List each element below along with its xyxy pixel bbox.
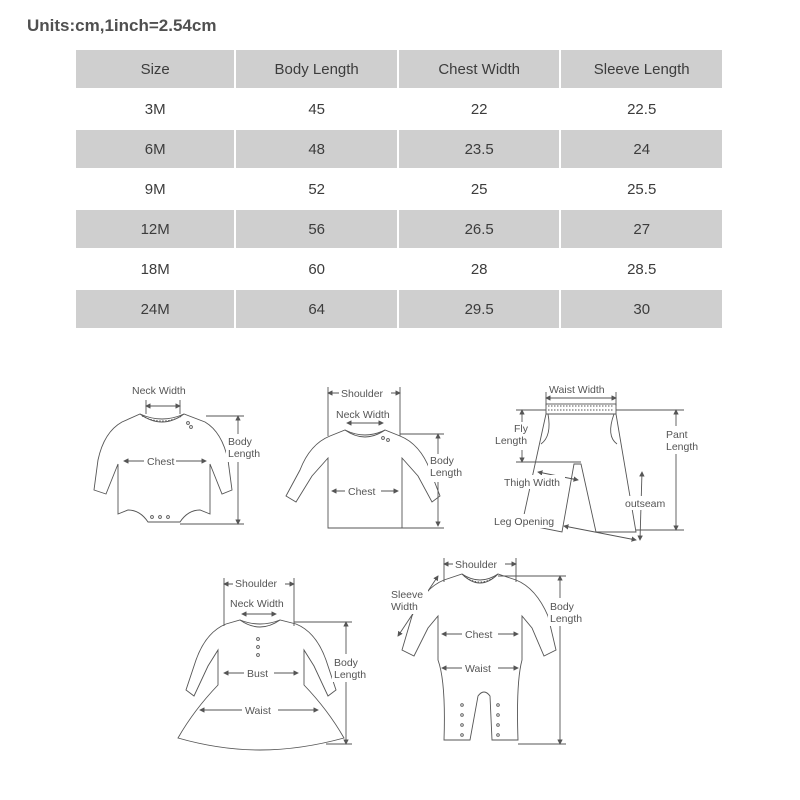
table-row — [76, 170, 722, 210]
header-sleeve-length: Sleeve Length — [561, 50, 722, 90]
cell-body-length: 56 — [236, 210, 399, 250]
table-header-row — [76, 50, 722, 90]
cell-sleeve-length: 28.5 — [561, 250, 722, 290]
romper-chest-label: Chest — [465, 629, 493, 641]
bodysuit-body-label: Body — [228, 436, 252, 448]
pants-fly-label: Fly — [514, 423, 528, 435]
cell-size: 6M — [76, 130, 236, 170]
cell-chest-width: 25 — [399, 170, 561, 210]
cell-body-length: 45 — [236, 90, 399, 130]
pants-fly-length-label: Length — [495, 435, 528, 447]
cell-size: 3M — [76, 90, 236, 130]
bodysuit-neck-width-label: Neck Width — [132, 385, 186, 397]
tshirt-chest-label: Chest — [348, 486, 376, 498]
romper-sleeve-label: Sleeve — [391, 589, 424, 601]
tshirt-length-label: Length — [430, 467, 463, 479]
cell-body-length: 64 — [236, 290, 399, 330]
table-row — [76, 90, 722, 130]
table-row — [76, 290, 722, 330]
dress-bust-label: Bust — [247, 668, 269, 680]
cell-body-length: 60 — [236, 250, 399, 290]
romper-waist-label: Waist — [465, 663, 491, 675]
header-body-length: Body Length — [236, 50, 399, 90]
cell-size: 9M — [76, 170, 236, 210]
cell-size: 18M — [76, 250, 236, 290]
pants-pant-label: Pant — [666, 429, 688, 441]
table-row — [76, 250, 722, 290]
cell-size: 12M — [76, 210, 236, 250]
pants-length-label: Length — [666, 441, 699, 453]
measurement-diagrams — [0, 360, 800, 800]
tshirt-body-label: Body — [430, 455, 454, 467]
header-chest-width: Chest Width — [399, 50, 561, 90]
pants-outseam-label: outseam — [625, 498, 666, 510]
tshirt-neck-width-label: Neck Width — [336, 409, 390, 421]
table-row — [76, 130, 722, 170]
dress-neck-width-label: Neck Width — [230, 598, 284, 610]
romper-length-label: Length — [550, 613, 583, 625]
cell-sleeve-length: 30 — [561, 290, 722, 330]
cell-body-length: 52 — [236, 170, 399, 210]
units-note: Units:cm,1inch=2.54cm — [27, 16, 217, 35]
cell-sleeve-length: 27 — [561, 210, 722, 250]
header-size: Size — [76, 50, 236, 90]
dress-body-label: Body — [334, 657, 358, 669]
tshirt-shoulder-label: Shoulder — [341, 388, 384, 400]
cell-size: 24M — [76, 290, 236, 330]
dress-waist-label: Waist — [245, 705, 271, 717]
cell-chest-width: 26.5 — [399, 210, 561, 250]
pants-thigh-width-label: Thigh Width — [504, 477, 561, 489]
bodysuit-chest-label: Chest — [147, 456, 175, 468]
table-row — [76, 210, 722, 250]
cell-chest-width: 29.5 — [399, 290, 561, 330]
dress-length-label: Length — [334, 669, 367, 681]
cell-chest-width: 22 — [399, 90, 561, 130]
bodysuit-length-label: Length — [228, 448, 261, 460]
romper-shoulder-label: Shoulder — [455, 559, 498, 571]
cell-chest-width: 23.5 — [399, 130, 561, 170]
size-chart-table — [76, 50, 722, 330]
romper-body-label: Body — [550, 601, 574, 613]
cell-chest-width: 28 — [399, 250, 561, 290]
cell-sleeve-length: 24 — [561, 130, 722, 170]
romper-width-label: Width — [391, 601, 418, 613]
cell-body-length: 48 — [236, 130, 399, 170]
romper-diagram — [398, 558, 566, 744]
cell-sleeve-length: 25.5 — [561, 170, 722, 210]
dress-shoulder-label: Shoulder — [235, 578, 278, 590]
cell-sleeve-length: 22.5 — [561, 90, 722, 130]
pants-leg-opening-label: Leg Opening — [494, 516, 555, 528]
pants-waist-width-label: Waist Width — [549, 384, 605, 396]
